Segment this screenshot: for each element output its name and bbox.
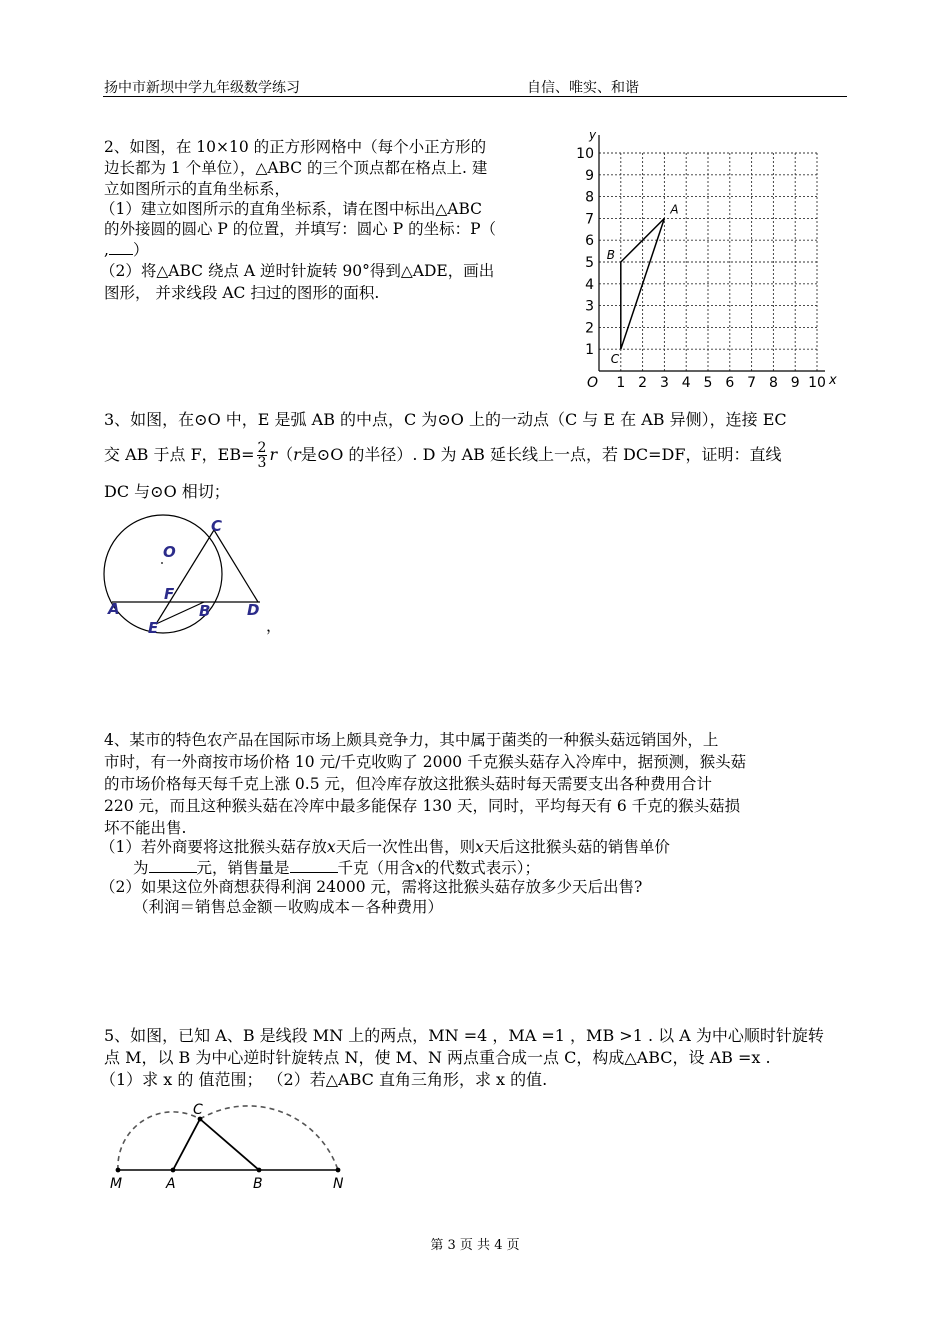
q5-line1: 5、如图，已知 A、B 是线段 MN 上的两点，MN =4 ，MA =1 ，MB >1 . 以 A 为中心顺时针旋转 <box>104 1026 824 1045</box>
radius-r: r <box>269 445 278 464</box>
q4-sub1-a: （1）若外商要将这批猴头菇存放 <box>100 838 327 856</box>
x-tick-label: 5 <box>703 375 713 391</box>
q2-line: （2）将△ABC 绕点 A 逆时针旋转 90°得到△ADE，画出 <box>100 262 495 280</box>
x-tick-label: 3 <box>659 375 669 391</box>
vertex-label: B <box>606 248 616 262</box>
y-tick-label: 2 <box>585 320 594 337</box>
x-tick-label: 6 <box>725 375 735 391</box>
q4-line: 市时，有一外商按市场价格 10 元/千克收购了 2000 千克猴头菇存入冷库中，据预测，猴头菇 <box>104 753 747 771</box>
y-tick-label: 9 <box>585 167 594 184</box>
y-tick-label: 10 <box>576 146 594 162</box>
line-cd <box>214 530 258 602</box>
x-tick-label: 9 <box>790 375 800 391</box>
radius-r-2: r <box>293 445 301 464</box>
fraction-denominator: 3 <box>257 455 267 471</box>
y-tick-label: 8 <box>585 189 594 206</box>
point-m <box>116 1168 121 1173</box>
q3-trailing-comma: ， <box>266 617 282 635</box>
header-rule <box>103 96 847 97</box>
label-e: E <box>148 619 159 637</box>
answer-blank[interactable] <box>290 858 338 873</box>
label-c: C <box>193 1102 203 1118</box>
x-tick-label: 4 <box>681 375 691 391</box>
x-axis-label: x <box>829 373 837 388</box>
x-tick-label: 7 <box>747 375 757 391</box>
q4-sub1-c: 天后这批猴头菇的销售单价 <box>483 838 670 856</box>
rotation-figure <box>100 1082 370 1194</box>
var-x: x <box>475 838 484 856</box>
q3-line2-part-c: 是⊙O 的半径）. D 为 AB 延长线上一点，若 DC=DF，证明：直线 <box>300 445 782 464</box>
q2-close-paren: ） <box>132 241 149 259</box>
q4-sub1-line2-b: 元，销售量是 <box>196 859 290 877</box>
label-m: M <box>110 1176 123 1192</box>
q2-answer-line: , ） <box>104 241 149 259</box>
label-a: A <box>166 1176 176 1192</box>
q2-line: 图形， 并求线段 AC 扫过的图形的面积. <box>104 284 380 302</box>
q2-line: 立如图所示的直角坐标系， <box>104 180 291 198</box>
label-n: N <box>333 1176 344 1192</box>
q2-line: 的外接圆的圆心 P 的位置，并填写：圆心 P 的坐标：P（ <box>104 220 496 238</box>
y-tick-label: 3 <box>585 298 594 315</box>
q4-line: 4、某市的特色农产品在国际市场上颇具竞争力，其中属于菌类的一种猴头菇远销国外，上 <box>104 731 719 749</box>
q3-line1: 3、如图，在⊙O 中，E 是弧 AB 的中点，C 为⊙O 上的一动点（C 与 E 在 AB 异侧），连接 EC <box>104 410 787 429</box>
q4-sub1-b: 天后一次性出售，则 <box>335 838 476 856</box>
y-tick-label: 7 <box>585 211 594 228</box>
x-tick-label: 8 <box>768 375 778 391</box>
x-tick-label: 2 <box>638 375 648 391</box>
q5-line3: （1）求 x 的 值范围； （2）若△ABC 直角三角形，求 x 的值. <box>100 1070 548 1089</box>
q2-line: （1）建立如图所示的直角坐标系，请在图中标出△ABC <box>100 200 483 218</box>
q5-line2: 点 M，以 B 为中心逆时针旋转点 N，使 M、N 两点重合成一点 C，构成△ABC，设 AB =x . <box>104 1048 771 1067</box>
q4-sub2: （2）如果这位外商想获得利润 24000 元，需将这批猴头菇存放多少天后出售? <box>100 878 643 896</box>
q4-sub1-line2-d: 的代数式表示）； <box>423 859 541 877</box>
q4-note: （利润＝销售总金额－收购成本－各种费用） <box>133 898 444 916</box>
q2-line: 边长都为 1 个单位），△ABC 的三个顶点都在格点上. 建 <box>104 159 488 177</box>
vertex-label: C <box>610 352 620 367</box>
y-tick-label: 4 <box>585 276 594 293</box>
y-tick-label: 1 <box>585 342 594 359</box>
q3-line3: DC 与⊙O 相切； <box>104 482 230 501</box>
segment-ac <box>173 1119 200 1170</box>
fraction-two-thirds <box>257 441 268 470</box>
center-dot <box>161 562 163 564</box>
q3-line2-part-b: （ <box>277 445 294 464</box>
answer-blank[interactable] <box>149 858 197 873</box>
x-tick-label: 10 <box>808 375 826 391</box>
fraction-numerator: 2 <box>257 440 267 456</box>
label-d: D <box>247 601 260 619</box>
point-n <box>336 1168 341 1173</box>
var-x: x <box>415 859 424 877</box>
label-c: C <box>211 517 223 535</box>
page-footer: 第 3 页 共 4 页 <box>430 1238 520 1253</box>
segment-bc <box>200 1119 259 1170</box>
y-tick-label: 6 <box>585 233 594 250</box>
q3-line2-part-a: 交 AB 于点 F，EB= <box>104 445 255 464</box>
grid-axes <box>587 128 837 391</box>
x-tick-label: 1 <box>616 375 626 391</box>
label-b: B <box>199 602 211 620</box>
q4-sub1-line2-c: 千克（用含 <box>337 859 416 877</box>
header-school: 扬中市新坝中学九年级数学练习 <box>104 80 300 96</box>
q4-line: 坏不能出售. <box>104 819 187 837</box>
vertex-label: A <box>670 202 679 217</box>
q4-line: 的市场价格每天每千克上涨 0.5 元，但冷库存放这批猴头菇时每天需要支出各种费用合计 <box>104 775 713 793</box>
label-o: O <box>163 543 176 561</box>
origin-label: O <box>587 375 599 391</box>
q4-line: 220 元，而且这种猴头菇在冷库中最多能保存 130 天，同时，平均每天有 6 千克的猴头菇损 <box>104 797 741 815</box>
point-a <box>171 1168 176 1173</box>
point-b <box>257 1168 262 1173</box>
label-b: B <box>253 1176 263 1192</box>
q2-line: 2、如图，在 10×10 的正方形网格中（每个小正方形的 <box>104 138 487 156</box>
y-tick-label: 5 <box>585 255 594 271</box>
var-x: x <box>326 838 336 856</box>
label-a: A <box>108 600 120 618</box>
q4-sub1 <box>100 838 670 856</box>
grid-lines <box>599 153 817 371</box>
y-axis-label: y <box>589 128 597 142</box>
header-motto: 自信、唯实、和谐 <box>527 80 639 96</box>
coordinate-grid-figure <box>575 126 845 394</box>
label-f: F <box>164 585 175 603</box>
q4-sub1-line2-a: 为 <box>133 859 149 877</box>
q3-line2 <box>104 440 781 470</box>
q4-sub1-line2 <box>133 858 540 877</box>
